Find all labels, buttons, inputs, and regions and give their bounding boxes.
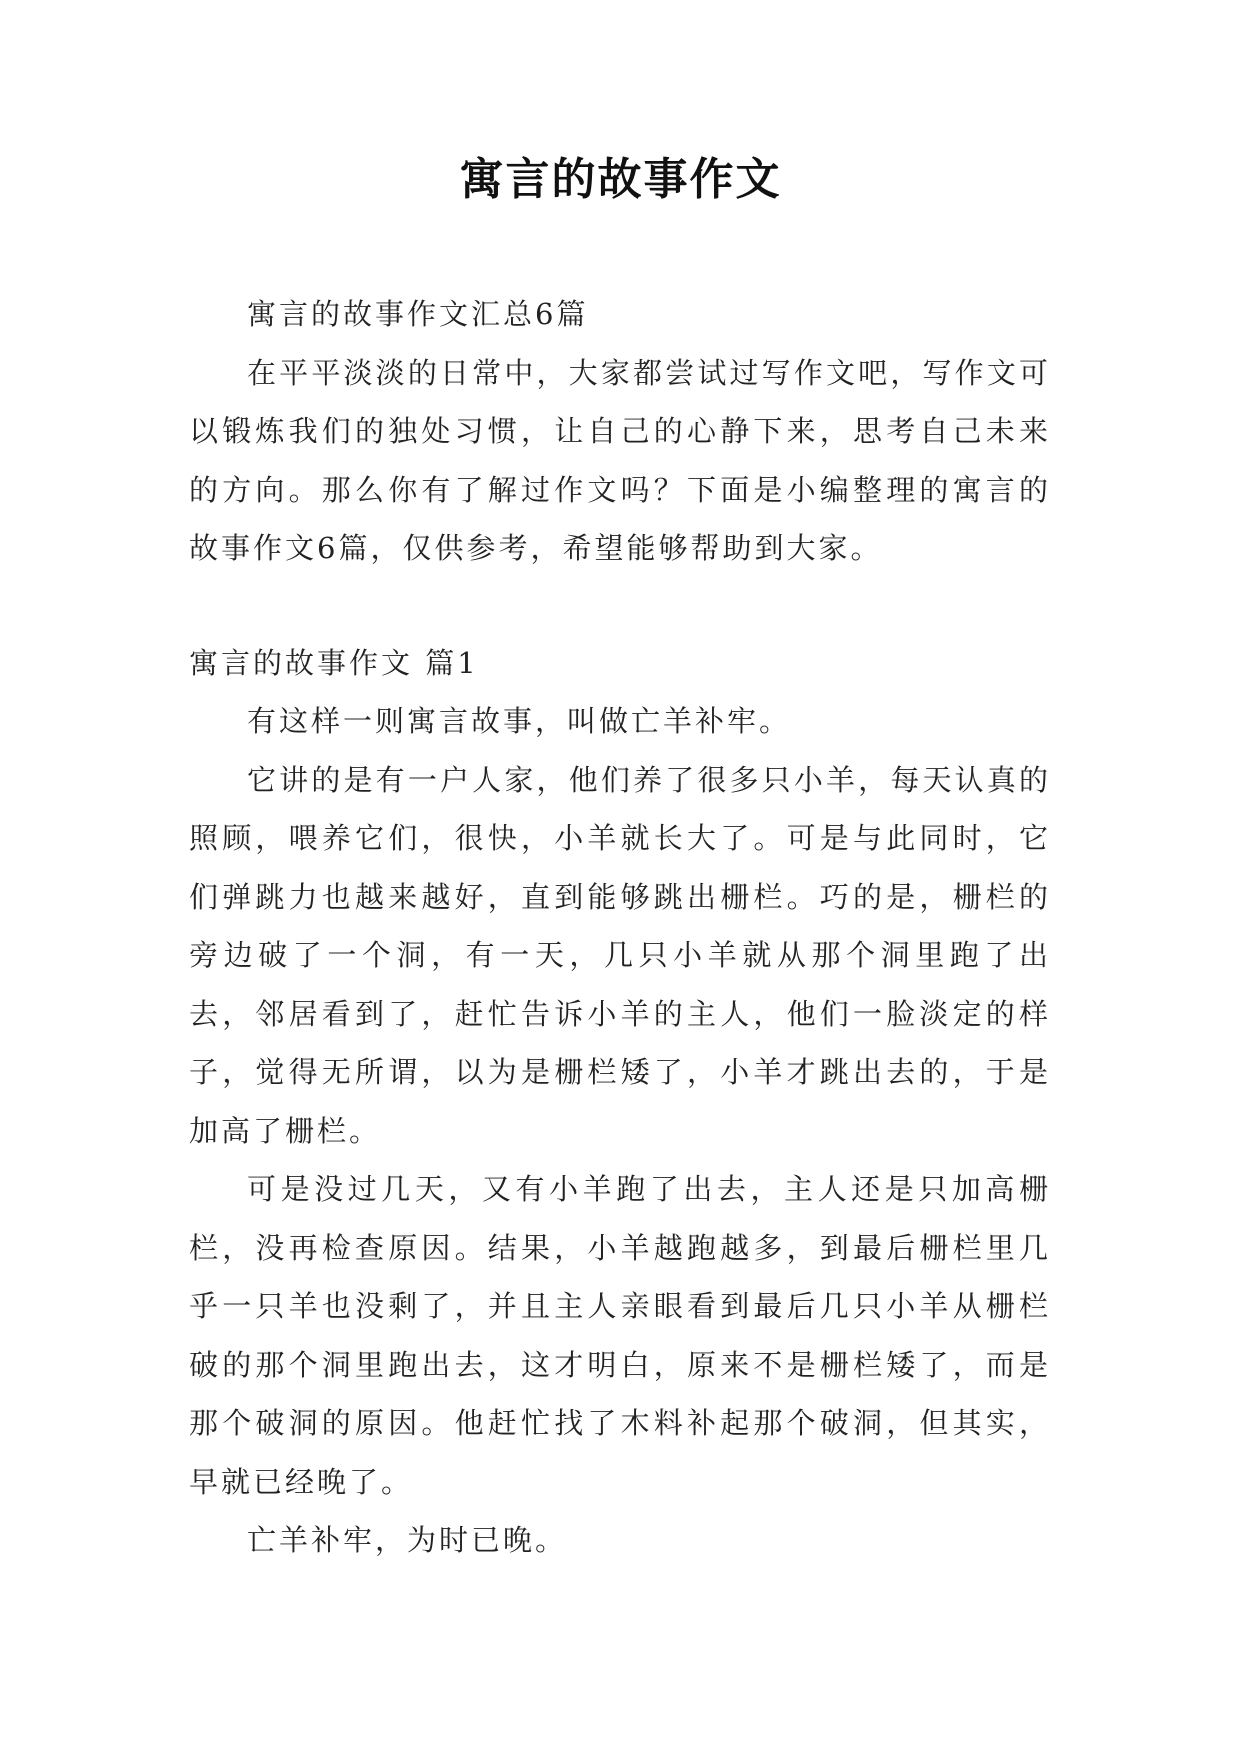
section-heading: 寓言的故事作文 篇1 <box>189 645 479 680</box>
intro-paragraph: 在平平淡淡的日常中，大家都尝试过写作文吧，写作文可以锻炼我们的独处习惯，让自己的心静下来，思考自己未来的方向。那么你有了解过作文吗？下面是小编整理的寓言的故事作文6篇，仅供参考，希望能够帮助到大家。 <box>189 355 1051 565</box>
intro-heading: 寓言的故事作文汇总6篇 <box>247 297 589 331</box>
document-body <box>189 285 1051 1570</box>
story-paragraph: 有这样一则寓言故事，叫做亡羊补牢。 <box>247 704 792 738</box>
story-paragraph: 它讲的是有一户人家，他们养了很多只小羊，每天认真的照顾，喂养它们，很快，小羊就长大了。可是与此同时，它们弹跳力也越来越好，直到能够跳出栅栏。巧的是，栅栏的旁边破了一个洞，有一天，几只小羊就从那个洞里跑了出去，邻居看到了，赶忙告诉小羊的主人，他们一脸淡定的样子，觉得无所谓，以为是栅栏矮了，小羊才跳出去的，于是加高了栅栏。 <box>189 762 1051 1148</box>
story-paragraph: 可是没过几天，又有小羊跑了出去，主人还是只加高栅栏，没再检查原因。结果，小羊越跑越多，到最后栅栏里几乎一只羊也没剩了，并且主人亲眼看到最后几只小羊从栅栏破的那个洞里跑出去，这才明白，原来不是栅栏矮了，而是那个破洞的原因。他赶忙找了木料补起那个破洞，但其实，早就已经晚了。 <box>189 1172 1051 1499</box>
document-title: 寓言的故事作文 <box>459 154 782 205</box>
story-paragraph: 亡羊补牢，为时已晚。 <box>247 1523 568 1557</box>
